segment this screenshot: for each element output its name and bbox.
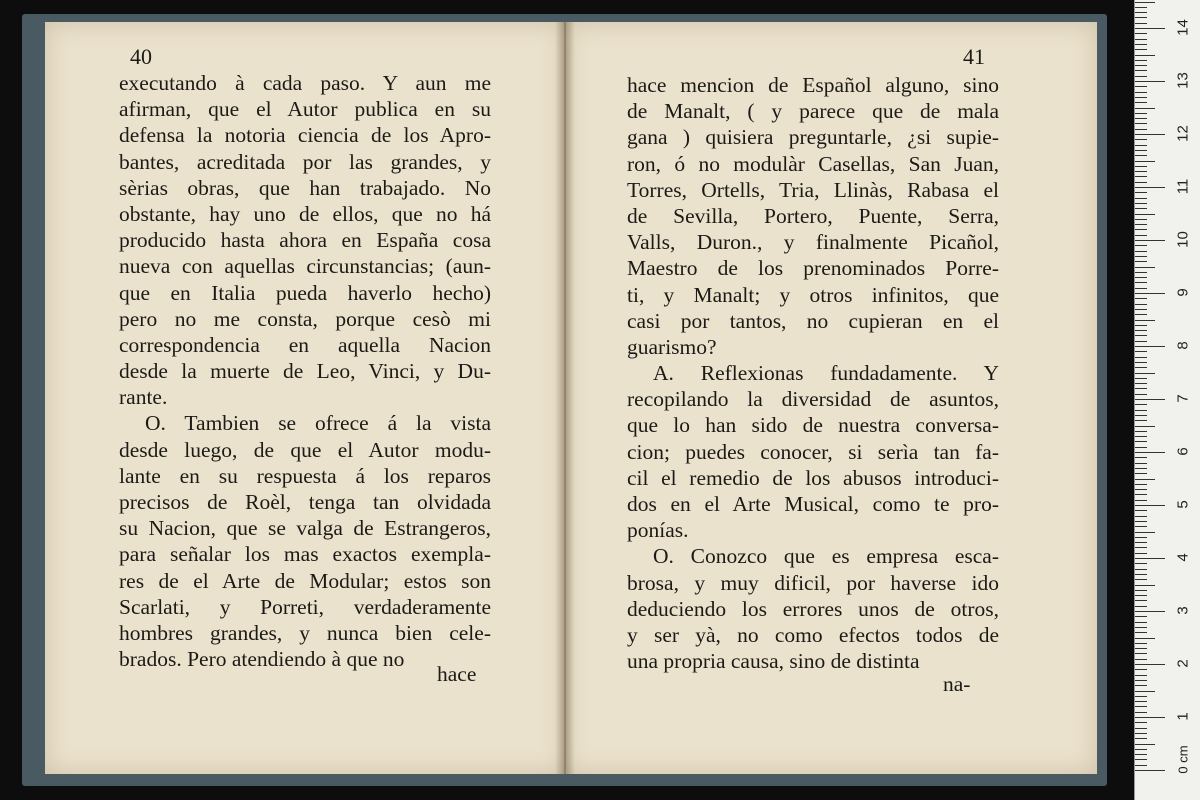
ruler-tick <box>1135 7 1147 8</box>
catchword: na- <box>943 672 971 696</box>
ruler-tick <box>1135 622 1147 623</box>
ruler-tick <box>1135 224 1147 225</box>
ruler-tick <box>1135 383 1147 384</box>
ruler-tick <box>1135 314 1147 315</box>
ruler-tick <box>1135 744 1155 745</box>
ruler-number: 1 <box>1174 712 1192 721</box>
right-page-text <box>627 72 999 674</box>
ruler-tick <box>1135 701 1147 702</box>
text-line: lante en su respuesta á los reparos <box>119 463 491 488</box>
ruler-tick <box>1135 203 1147 204</box>
ruler-tick <box>1135 473 1147 474</box>
ruler-tick <box>1135 691 1155 692</box>
ruler-tick <box>1135 616 1147 617</box>
ruler-tick <box>1135 733 1147 734</box>
ruler-tick <box>1135 685 1147 686</box>
text-line: brosa, y muy dificil, por haverse ido <box>627 570 999 595</box>
text-line: producido hasta ahora en España cosa <box>119 228 491 253</box>
ruler-tick <box>1135 70 1147 71</box>
ruler-tick <box>1135 362 1147 363</box>
ruler-tick <box>1135 563 1147 564</box>
ruler-tick <box>1135 97 1147 98</box>
ruler-tick <box>1135 590 1147 591</box>
ruler-tick <box>1135 632 1147 633</box>
ruler-tick <box>1135 489 1147 490</box>
page-number: 40 <box>130 44 152 69</box>
ruler-tick <box>1135 298 1147 299</box>
ruler-tick <box>1135 17 1147 18</box>
ruler-tick <box>1135 526 1147 527</box>
ruler-number: 12 <box>1174 125 1192 142</box>
ruler-tick <box>1135 426 1155 427</box>
left-page <box>45 22 565 774</box>
ruler-tick <box>1135 399 1165 400</box>
ruler-tick <box>1135 378 1147 379</box>
ruler-tick <box>1135 627 1147 628</box>
text-line: sèrias obras, que han trabajado. No <box>119 175 491 200</box>
ruler-tick <box>1135 738 1147 739</box>
text-line: cil el remedio de los abusos introduci- <box>627 465 999 490</box>
text-line: para señalar los mas exactos exempla- <box>119 542 491 567</box>
ruler-tick <box>1135 441 1147 442</box>
ruler-tick <box>1135 60 1147 61</box>
ruler-tick <box>1135 123 1147 124</box>
text-line: pero no me consta, porque cesò mi <box>119 306 491 331</box>
ruler-tick <box>1135 86 1147 87</box>
text-line: Valls, Duron., y finalmente Picañol, <box>627 230 999 255</box>
ruler-tick <box>1135 404 1147 405</box>
text-line: deduciendo los errores unos de otros, <box>627 596 999 621</box>
ruler-tick <box>1135 55 1155 56</box>
ruler-tick <box>1135 373 1155 374</box>
ruler-tick <box>1135 669 1147 670</box>
ruler-tick <box>1135 595 1147 596</box>
text-line: defensa la notoria ciencia de los Apro- <box>119 123 491 148</box>
text-line: su Nacion, que se valga de Estrangeros, <box>119 516 491 541</box>
ruler-tick <box>1135 81 1165 82</box>
ruler-number: 5 <box>1174 500 1192 509</box>
ruler-tick <box>1135 558 1165 559</box>
ruler-tick <box>1135 457 1147 458</box>
ruler-tick <box>1135 12 1147 13</box>
text-line: executando à cada paso. Y aun me <box>119 71 491 95</box>
ruler-tick <box>1135 304 1147 305</box>
ruler-tick <box>1135 722 1147 723</box>
text-line: desde la muerte de Leo, Vinci, y Du- <box>119 359 491 384</box>
ruler-tick <box>1135 754 1147 755</box>
text-line: ti, y Manalt; y otros infinitos, que <box>627 282 999 307</box>
ruler-tick <box>1135 277 1147 278</box>
ruler-tick <box>1135 600 1147 601</box>
ruler-tick <box>1135 335 1147 336</box>
ruler-tick <box>1135 351 1147 352</box>
ruler-tick <box>1135 235 1147 236</box>
ruler-tick <box>1135 394 1147 395</box>
ruler-tick <box>1135 155 1147 156</box>
page-number: 41 <box>963 44 985 69</box>
ruler-tick <box>1135 452 1165 453</box>
ruler-number: 7 <box>1174 394 1192 403</box>
ruler-number: 3 <box>1174 606 1192 615</box>
ruler-tick <box>1135 261 1147 262</box>
ruler-tick <box>1135 293 1165 294</box>
ruler-tick <box>1135 463 1147 464</box>
ruler-tick <box>1135 420 1147 421</box>
catchword: hace <box>437 662 477 686</box>
text-line: dos en el Arte Musical, como te pro- <box>627 492 999 516</box>
ruler-tick <box>1135 102 1147 103</box>
text-line: nueva con aquellas circunstancias; (aun- <box>119 254 491 279</box>
text-line: que en Italia pueda haverlo hecho) <box>119 280 491 305</box>
ruler-tick <box>1135 606 1147 607</box>
ruler-number: 8 <box>1174 341 1192 350</box>
text-line: de Manalt, ( y parece que de mala <box>627 99 999 124</box>
ruler-tick <box>1135 320 1155 321</box>
text-line: Scarlati, y Porreti, verdaderamente <box>119 594 491 619</box>
ruler-tick <box>1135 145 1147 146</box>
text-line: cion; puedes conocer, si serìa tan fa- <box>627 439 999 464</box>
text-line: ponías. <box>627 518 689 543</box>
ruler-tick <box>1135 553 1147 554</box>
ruler-tick <box>1135 521 1147 522</box>
ruler-tick <box>1135 415 1147 416</box>
ruler-number: 13 <box>1174 72 1192 89</box>
ruler-tick <box>1135 706 1147 707</box>
ruler-tick <box>1135 44 1147 45</box>
ruler-tick <box>1135 118 1147 119</box>
text-line: una propria causa, sino de distinta <box>627 649 920 674</box>
left-page-text <box>119 70 491 672</box>
ruler-tick <box>1135 134 1165 135</box>
text-line: desde luego, de que el Autor modu- <box>119 437 491 462</box>
ruler-tick <box>1135 161 1155 162</box>
ruler-tick <box>1135 28 1165 29</box>
ruler-tick <box>1135 680 1147 681</box>
ruler-unit-label: 0 cm <box>1175 745 1191 774</box>
text-line: precisos de Roèl, tenga tan olvidada <box>119 490 491 514</box>
ruler-tick <box>1135 569 1147 570</box>
ruler-tick <box>1135 484 1147 485</box>
ruler-tick <box>1135 765 1147 766</box>
ruler-tick <box>1135 309 1147 310</box>
ruler-tick <box>1135 547 1147 548</box>
text-line: guarismo? <box>627 334 717 359</box>
ruler-tick <box>1135 537 1147 538</box>
ruler-tick <box>1135 341 1147 342</box>
ruler-tick <box>1135 251 1147 252</box>
ruler-number: 11 <box>1174 178 1192 195</box>
ruler-tick <box>1135 675 1147 676</box>
ruler-tick <box>1135 717 1165 718</box>
ruler-tick <box>1135 542 1147 543</box>
ruler-tick <box>1135 749 1147 750</box>
ruler-tick <box>1135 330 1147 331</box>
ruler-tick <box>1135 39 1147 40</box>
ruler-tick <box>1135 33 1147 34</box>
ruler-tick <box>1135 643 1147 644</box>
book-gutter <box>555 22 575 774</box>
ruler-tick <box>1135 510 1147 511</box>
ruler-tick <box>1135 367 1147 368</box>
ruler-tick <box>1135 229 1147 230</box>
ruler-tick <box>1135 272 1147 273</box>
text-line: afirman, que el Autor publica en su <box>119 97 491 122</box>
ruler-tick <box>1135 431 1147 432</box>
ruler-tick <box>1135 759 1147 760</box>
ruler-tick <box>1135 436 1147 437</box>
text-line: gana ) quisiera preguntarle, ¿si supie- <box>627 125 999 150</box>
measuring-ruler <box>1134 0 1200 800</box>
ruler-number: 4 <box>1174 553 1192 562</box>
ruler-tick <box>1135 648 1147 649</box>
text-line: O. Tambien se ofrece á la vista <box>145 411 491 436</box>
ruler-tick <box>1135 192 1147 193</box>
ruler-number: 10 <box>1174 231 1192 248</box>
ruler-tick <box>1135 150 1147 151</box>
ruler-tick <box>1135 92 1147 93</box>
text-line: bantes, acreditada por las grandes, y <box>119 149 491 174</box>
text-line: hombres grandes, y nunca bien cele- <box>119 620 491 645</box>
ruler-tick <box>1135 325 1147 326</box>
text-line: obstante, hay uno de ellos, que no há <box>119 201 491 226</box>
text-line: correspondencia en aquella Nacion <box>119 332 491 357</box>
ruler-tick <box>1135 479 1155 480</box>
ruler-tick <box>1135 288 1147 289</box>
text-line: de Sevilla, Portero, Puente, Serra, <box>627 203 999 228</box>
ruler-number: 14 <box>1174 19 1192 36</box>
text-line: y ser yà, no como efectos todos de <box>627 622 999 647</box>
text-line: hace mencion de Español alguno, sino <box>627 73 999 97</box>
ruler-tick <box>1135 696 1147 697</box>
text-line: A. Reflexionas fundadamente. Y <box>653 361 999 386</box>
text-line: brados. Pero atendiendo à que no <box>119 647 405 672</box>
ruler-tick <box>1135 208 1147 209</box>
ruler-tick <box>1135 516 1147 517</box>
ruler-tick <box>1135 214 1155 215</box>
ruler-tick <box>1135 468 1147 469</box>
text-line: rante. <box>119 385 168 410</box>
ruler-tick <box>1135 346 1165 347</box>
ruler-tick <box>1135 282 1147 283</box>
ruler-tick <box>1135 113 1147 114</box>
text-line: Maestro de los prenominados Porre- <box>627 256 999 281</box>
ruler-tick <box>1135 166 1147 167</box>
ruler-tick <box>1135 2 1155 3</box>
text-line: O. Conozco que es empresa esca- <box>653 544 999 569</box>
ruler-tick <box>1135 505 1165 506</box>
text-line: ron, ó no modulàr Casellas, San Juan, <box>627 151 999 176</box>
ruler-tick <box>1135 728 1147 729</box>
ruler-tick <box>1135 171 1147 172</box>
ruler-number: 2 <box>1174 659 1192 668</box>
ruler-tick <box>1135 638 1155 639</box>
ruler-tick <box>1135 256 1147 257</box>
ruler-number: 6 <box>1174 447 1192 456</box>
text-line: casi por tantos, no cupieran en el <box>627 308 999 333</box>
ruler-tick <box>1135 245 1147 246</box>
ruler-tick <box>1135 494 1147 495</box>
ruler-tick <box>1135 532 1155 533</box>
ruler-tick <box>1135 447 1147 448</box>
ruler-tick <box>1135 240 1165 241</box>
text-line: Torres, Ortells, Tria, Llinàs, Rabasa el <box>627 177 999 202</box>
text-line: que lo han sido de nuestra conversa- <box>627 413 999 438</box>
right-page <box>565 22 1097 774</box>
ruler-tick <box>1135 198 1147 199</box>
ruler-tick <box>1135 182 1147 183</box>
ruler-tick <box>1135 129 1147 130</box>
ruler-tick <box>1135 659 1147 660</box>
ruler-tick <box>1135 712 1147 713</box>
ruler-tick <box>1135 585 1155 586</box>
ruler-tick <box>1135 187 1165 188</box>
ruler-tick <box>1135 23 1147 24</box>
ruler-tick <box>1135 611 1165 612</box>
ruler-tick <box>1135 76 1147 77</box>
ruler-tick <box>1135 219 1147 220</box>
ruler-tick <box>1135 410 1147 411</box>
ruler-tick <box>1135 49 1147 50</box>
ruler-tick <box>1135 357 1147 358</box>
ruler-tick <box>1135 108 1155 109</box>
text-line: recopilando la diversidad de asuntos, <box>627 387 999 412</box>
ruler-number: 9 <box>1174 288 1192 297</box>
ruler-tick <box>1135 65 1147 66</box>
ruler-tick <box>1135 267 1155 268</box>
ruler-tick <box>1135 664 1165 665</box>
ruler-tick <box>1135 579 1147 580</box>
ruler-tick <box>1135 653 1147 654</box>
ruler-tick <box>1135 770 1165 771</box>
ruler-tick <box>1135 574 1147 575</box>
ruler-tick <box>1135 388 1147 389</box>
text-line: res de el Arte de Modular; estos son <box>119 568 491 593</box>
ruler-tick <box>1135 139 1147 140</box>
ruler-tick <box>1135 500 1147 501</box>
ruler-tick <box>1135 176 1147 177</box>
